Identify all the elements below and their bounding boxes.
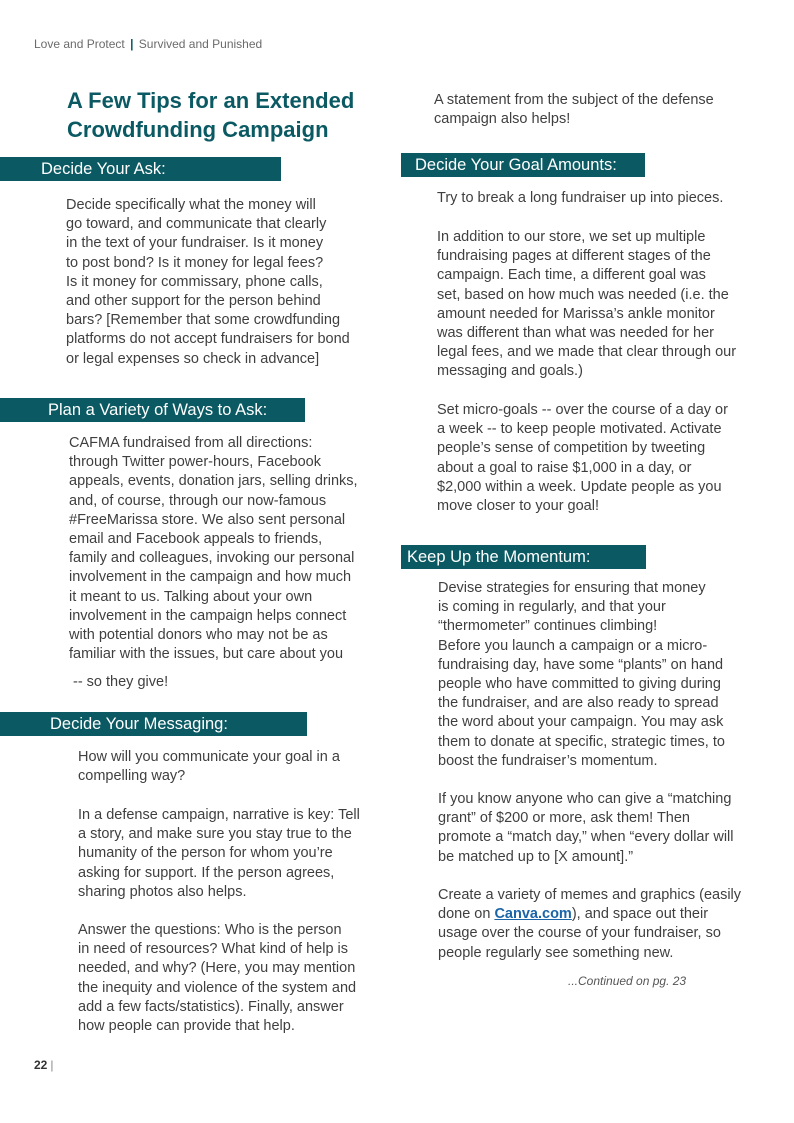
running-header	[34, 37, 262, 51]
section-heading-goals: Decide Your Goal Amounts:	[401, 153, 645, 177]
goals-paragraph-2: In addition to our store, we set up multiple fundraising pages at different stages of the campaign. Each time, a different goal was set, based on how much was needed (i.e. the amount needed for Marissa’s ankle monitor was different than what was needed for her legal fees, and we made that clear through our messaging and goals.)	[437, 229, 737, 380]
momentum-p3-text-after: ), and space out their usage over the course of your fundraiser, so people regularly see something new.	[438, 906, 721, 961]
messaging-paragraph-2: In a defense campaign, narrative is key: Tell a story, and make sure you stay true to the humanity of the person for whom you’re asking for support. If the person agrees, sharing photos also helps.	[78, 807, 360, 900]
momentum-paragraph-1: Devise strategies for ensuring that money is coming in regularly, and that your “thermometer” continues climbing! Before you launch a campaign or a micro- fundraising day, have some “plants” on hand people who have committed to giving during the fundraiser, and are also ready to spread the word about your campaign. You may ask them to donate at specific, strategic times, to boost the fundraiser’s momentum.	[438, 580, 725, 769]
variety-paragraph: CAFMA fundraised from all directions: through Twitter power-hours, Facebook appeals, events, donation jars, selling drinks, and, of course, through our now-famous #FreeMarissa store. We also sent personal email and Facebook appeals to friends, family and colleagues, invoking our personal involvement in the campaign and how much it meant to us. Talking about your own involvement in the campaign helps connect with potential donors who may not be as familiar with the issues, but care about you	[69, 435, 358, 663]
messaging-paragraph-3: Answer the questions: Who is the person in need of resources? What kind of help is needed, and why? (Here, you may mention the inequity and violence of the system and add a few facts/statistics). Finally, answer how people can provide that help.	[78, 922, 357, 1035]
section-heading-ask: Decide Your Ask:	[0, 157, 281, 181]
header-chapter-title: Survived and Punished	[138, 37, 263, 51]
page-number-value: 22	[34, 1058, 48, 1072]
header-book-title: Love and Protect	[34, 37, 125, 51]
section-heading-momentum: Keep Up the Momentum:	[401, 545, 646, 569]
section-heading-variety: Plan a Variety of Ways to Ask:	[0, 398, 305, 422]
variety-paragraph-tail: -- so they give!	[73, 674, 169, 690]
messaging-paragraph-1: How will you communicate your goal in a compelling way?	[78, 749, 340, 785]
header-separator: |	[130, 37, 134, 51]
momentum-paragraph-3	[438, 886, 768, 963]
continued-note: ...Continued on pg. 23	[568, 974, 687, 988]
page-title: A Few Tips for an Extended Crowdfunding Campaign	[67, 88, 355, 142]
momentum-p3-text-before: Create a variety of memes and graphics (easily done on	[438, 887, 742, 923]
momentum-paragraph-2: If you know anyone who can give a “matching grant” of $200 or more, ask them! Then promote a “match day,” when “every dollar will be matched up to [X amount].”	[438, 791, 734, 865]
goals-paragraph-3: Set micro-goals -- over the course of a day or a week -- to keep people motivated. Activate people’s sense of competition by tweeting about a goal to raise $1,000 in a day, or $2,000 within a week. Update people as you move closer to your goal!	[437, 402, 728, 515]
ask-paragraph: Decide specifically what the money will go toward, and communicate that clearly in the text of your fundraiser. Is it money to post bond? Is it money for legal fees? Is it money for commissary, phone calls, and other support for the person behind bars? [Remember that some crowdfunding platforms do not accept fundraisers for bond or legal expenses so check in advance]	[66, 197, 350, 367]
section-heading-messaging: Decide Your Messaging:	[0, 712, 307, 736]
canva-link[interactable]: Canva.com	[494, 906, 572, 923]
page-number	[34, 1058, 53, 1072]
goals-paragraph-1: Try to break a long fundraiser up into pieces.	[437, 190, 724, 206]
page-number-separator: |	[50, 1058, 54, 1072]
statement-paragraph: A statement from the subject of the defense campaign also helps!	[434, 92, 714, 128]
